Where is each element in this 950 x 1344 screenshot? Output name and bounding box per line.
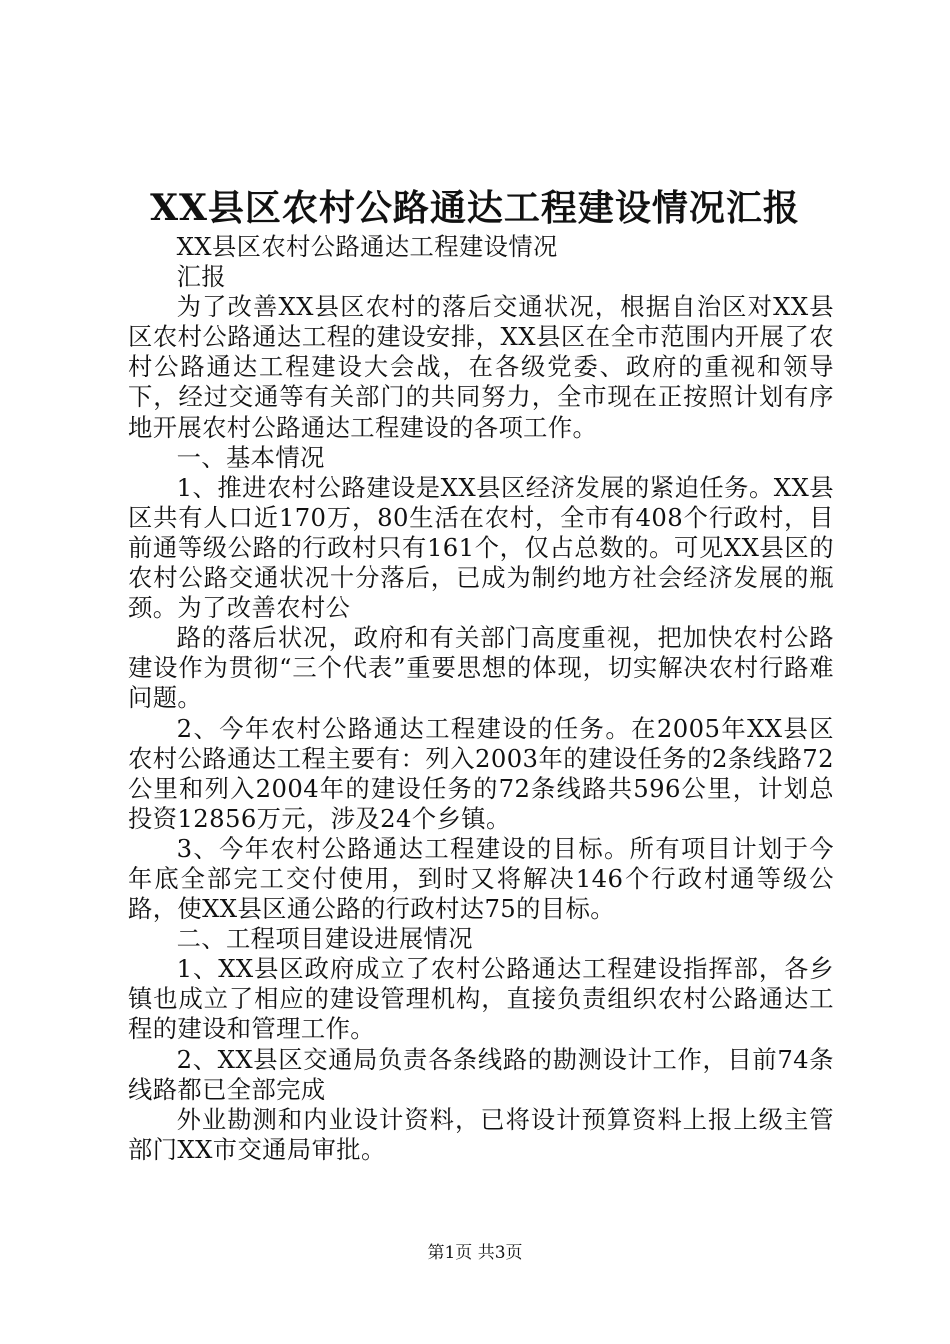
section-heading-basic: 一、基本情况: [176, 442, 325, 472]
paragraph-progress-2: 2、XX县区交通局负责各条线路的勘测设计工作，目前74条线路都已全部完成: [128, 1044, 834, 1104]
paragraph-progress-2-continued: 外业勘测和内业设计资料，已将设计预算资料上报上级主管部门XX市交通局审批。: [128, 1104, 834, 1164]
subtitle-line-2: 汇报: [176, 262, 226, 292]
paragraph-progress-1: 1、XX县区政府成立了农村公路通达工程建设指挥部，各乡镇也成立了相应的建设管理机构，直接负责组织农村公路通达工程的建设和管理工作。: [128, 954, 834, 1044]
document-body: [128, 232, 834, 1165]
document-title: XX县区农村公路通达工程建设情况汇报: [150, 187, 800, 229]
section-heading-progress: 二、工程项目建设进展情况: [176, 924, 473, 954]
subtitle-line-1: XX县区农村公路通达工程建设情况: [176, 232, 558, 261]
intro-paragraph: 为了改善XX县区农村的落后交通状况，根据自治区对XX县区农村公路通达工程的建设安排，XX县区在全市范围内开展了农村公路通达工程建设大会战，在各级党委、政府的重视和领导下，经过交通等有关部门的共同努力，全市现在正按照计划有序地开展农村公路通达工程建设的各项工作。: [128, 292, 834, 442]
page-number-footer: 第1页 共3页: [427, 1243, 523, 1263]
paragraph-item-3: 3、今年农村公路通达工程建设的目标。所有项目计划于今年底全部完工交付使用，到时又将解决146个行政村通等级公路，使XX县区通公路的行政村达75的目标。: [128, 833, 834, 924]
paragraph-item-1: 1、推进农村公路建设是XX县区经济发展的紧迫任务。XX县区共有人口近170万，80生活在农村，全市有408个行政村，目前通等级公路的行政村只有161个，仅占总数的。可见XX县区的农村公路交通状况十分落后，已成为制约地方社会经济发展的瓶颈。为了改善农村公: [128, 472, 834, 623]
paragraph-item-2: 2、今年农村公路通达工程建设的任务。在2005年XX县区农村公路通达工程主要有：列入2003年的建设任务的2条线路72公里和列入2004年的建设任务的72条线路共596公里，计划总投资12856万元，涉及24个乡镇。: [128, 713, 834, 833]
paragraph-item-1-continued: 路的落后状况，政府和有关部门高度重视，把加快农村公路建设作为贯彻“三个代表”重要思想的体现，切实解决农村行路难问题。: [128, 623, 834, 713]
